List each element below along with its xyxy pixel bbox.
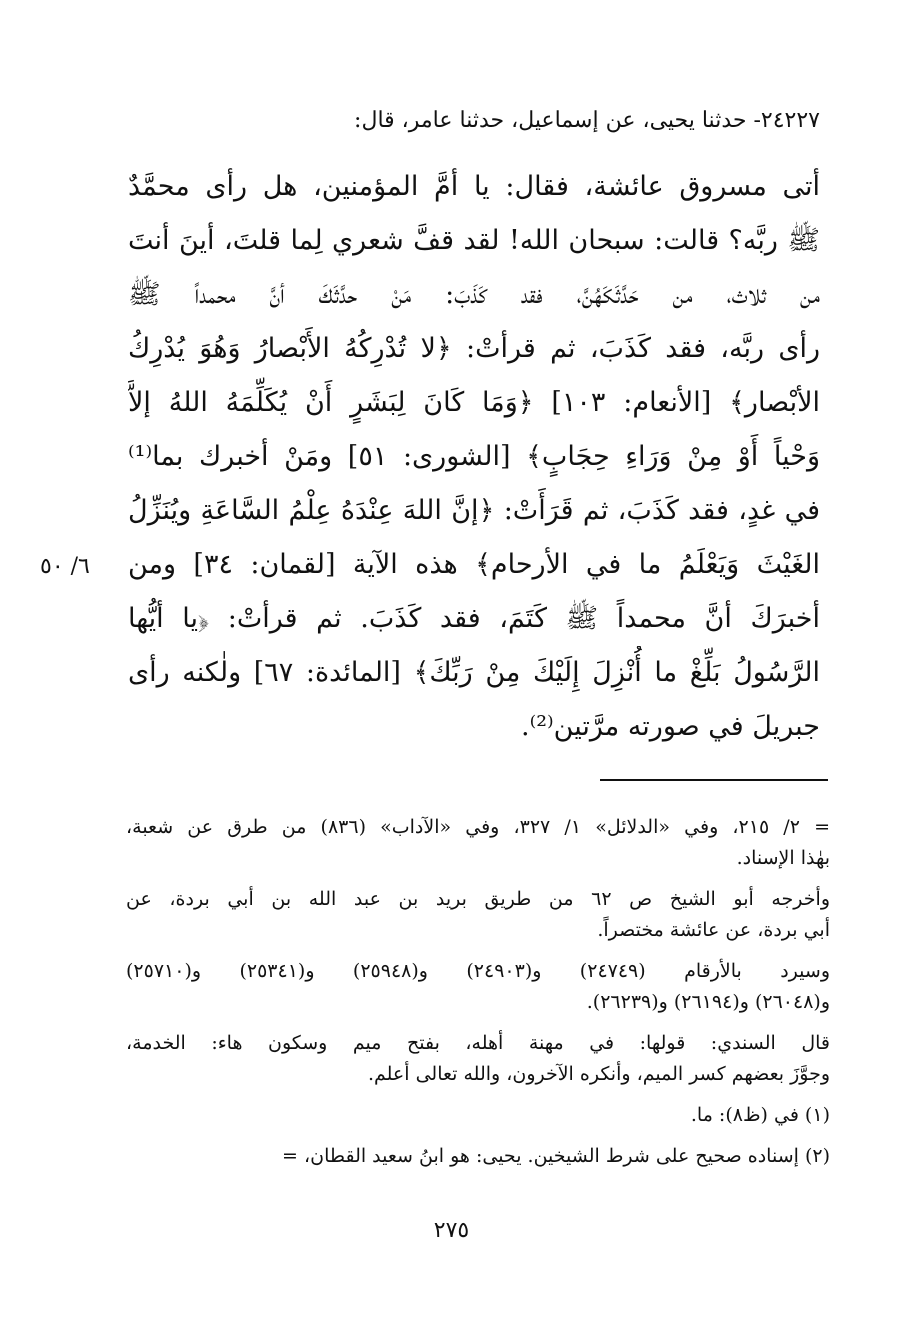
footnote-block — [126, 884, 830, 946]
footnote-line: وسيرد بالأرقام (٢٤٧٤٩) و(٢٤٩٠٣) و(٢٥٩٤٨) و(٢٥٣٤١) و(٢٥٧١٠) — [126, 960, 830, 982]
text-line: ﷺ ربَّه؟ قالت: سبحان الله! لقد قفَّ شعري لِما قلتَ، أينَ أنتَ — [128, 225, 820, 256]
text-line: الغَيْثَ وَيَعْلَمُ ما في الأرحام﴾ هذه الآية [لقمان: ٣٤] ومن — [128, 549, 820, 580]
footnote-block — [126, 956, 830, 1018]
footnote-line: (١) في (ظ٨): ما. — [690, 1104, 830, 1126]
footnote-block — [126, 812, 830, 874]
hadith-heading: ٢٤٢٢٧- حدثنا يحيى، عن إسماعيل، حدثنا عامر، قال: — [354, 108, 820, 133]
footnote-line: بهٰذا الإسناد. — [736, 847, 830, 869]
footnote-line: = ٢/ ٢١٥، وفي «الدلائل» ١/ ٣٢٧، وفي «الآداب» (٨٣٦) من طرق عن شعبة، — [126, 816, 830, 838]
footnote-line: وجوَّزَ بعضهم كسر الميم، وأنكره الآخرون، والله تعالى أعلم. — [367, 1063, 830, 1085]
text-line: من ثلاث، من حَدَّثَكَهُنَّ، فقد كَذَبَ: مَنْ حدَّثَكَ أنَّ محمداً ﷺ — [128, 279, 820, 310]
footnote-line: أبي بردة، عن عائشة مختصراً. — [597, 919, 830, 941]
text-line: أتى مسروق عائشة، فقال: يا أمَّ المؤمنين، هل رأى محمَّدٌ — [128, 171, 820, 202]
text-line: رأى ربَّه، فقد كَذَبَ، ثم قرأتْ: ﴿لا تُدْرِكُهُ الأَبْصارُ وَهُوَ يُدْرِكُ — [128, 333, 820, 364]
text-line: الأبْصار﴾ [الأنعام: ١٠٣] ﴿وَمَا كَانَ لِبَشَرٍ أَنْ يُكَلِّمَهُ اللهُ إلاَّ — [128, 387, 820, 418]
footnote-line: وأخرجه أبو الشيخ ص ٦٢ من طريق بريد بن عبد الله بن أبي بردة، عن — [126, 888, 830, 910]
footnote-block — [126, 1100, 830, 1131]
hadith-text — [128, 160, 820, 754]
footnote-block — [126, 1141, 830, 1172]
footnote-line: و(٢٦٠٤٨) و(٢٦١٩٤) و(٢٦٢٣٩). — [586, 991, 830, 1013]
text-line: الرَّسُولُ بَلِّغْ ما أُنْزِلَ إِلَيْكَ مِنْ رَبِّكَ﴾ [المائدة: ٦٧] ولٰكنه رأى — [128, 657, 820, 688]
footnotes — [126, 812, 830, 1182]
page-number: ٢٧٥ — [433, 1218, 470, 1243]
text-line: جبريلَ في صورته مرَّتين⁽²⁾. — [520, 711, 820, 742]
text-line: أخبرَكَ أنَّ محمداً ﷺ كَتَمَ، فقد كَذَبَ. ثم قرأتْ: ﴿يا أيُّها — [128, 603, 820, 634]
footnote-line: قال السندي: قولها: في مهنة أهله، بفتح ميم وسكون هاء: الخدمة، — [126, 1032, 830, 1054]
footnote-block — [126, 1028, 830, 1090]
text-line: وَحْياً أَوْ مِنْ وَرَاءِ حِجَابٍ﴾ [الشورى: ٥١] ومَنْ أخبرك بما⁽¹⁾ — [128, 441, 820, 472]
footnote-separator — [600, 779, 828, 781]
margin-reference: ٦/ ٥٠ — [40, 554, 90, 579]
footnote-line: (٢) إسناده صحيح على شرط الشيخين. يحيى: هو ابنُ سعيد القطان، = — [282, 1145, 830, 1167]
text-line: في غدٍ، فقد كَذَبَ، ثم قَرَأَتْ: ﴿إنَّ اللهَ عِنْدَهُ عِلْمُ السَّاعَةِ ويُنَزِّلُ — [128, 495, 820, 526]
